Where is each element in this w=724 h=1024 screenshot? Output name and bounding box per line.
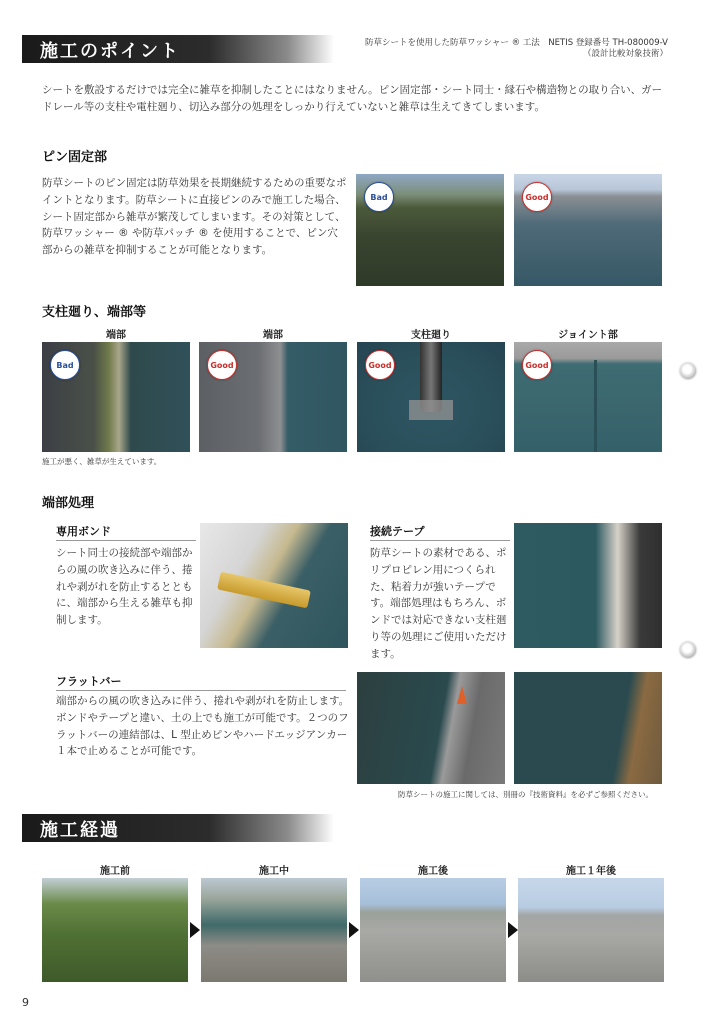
traffic-cone (457, 686, 467, 704)
section-title: 施工のポイント (40, 41, 180, 62)
arrow-right-icon (349, 922, 359, 938)
page-number: 9 (22, 996, 29, 1009)
photo-pillar-good (357, 342, 505, 452)
note-bad-construction: 施工が悪く、雑草が生えています。 (42, 457, 162, 466)
photo-edge-bad (42, 342, 190, 452)
photo-during (201, 878, 347, 982)
badge-good: Good (522, 350, 552, 380)
caption-after: 施工後 (418, 866, 448, 877)
caption-joint: ジョイント部 (558, 330, 618, 341)
pole-tape-patch (409, 400, 453, 420)
section-title: 施工経過 (40, 820, 120, 841)
underline-flatbar (56, 690, 346, 691)
pin-paragraph: 防草シートのピン固定は防草効果を長期継続するための重要なポイントとなります。防草シートに直接ピンのみで施工した場合、シート固定部から雑草が繁茂してしまいます。その対策として、防草ワッシャー ® や防草パッチ ® を使用することで、ピン穴部からの雑草を抑制することが可能となります。 (42, 177, 347, 257)
joint-seam (594, 360, 597, 452)
underline-tape (370, 540, 510, 541)
arrow-right-icon (190, 922, 200, 938)
photo-after (360, 878, 506, 982)
photo-edge-good (199, 342, 347, 452)
section-banner-construction-points (22, 35, 334, 63)
heading-flatbar: フラットバー (56, 675, 122, 688)
arrow-right-icon (508, 922, 518, 938)
tape-paragraph: 防草シートの素材である、ポリプロピレン用につくられた、粘着力が強いテープです。端部処理はもちろん、ボンドでは対応できない支柱廻り等の処理にご使用いただけます。 (370, 547, 507, 660)
intro-paragraph: シートを敷設するだけでは完全に雑草を抑制したことにはなりません。ピン固定部・シート同士・縁石や構造物との取り合い、ガードレール等の支柱や電柱廻り、切込み部分の処理をしっかり行えていないと雑草は生えてきてしまいます。 (42, 84, 663, 113)
badge-bad: Bad (50, 350, 80, 380)
bond-paragraph: シート同士の接続部や端部からの風の吹き込みに伴う、捲れや剥がれを防止するとともに、端部から生える雑草も抑制します。 (56, 547, 193, 627)
photo-joint-good (514, 342, 662, 452)
heading-pillar: 支柱廻り、端部等 (42, 305, 147, 320)
photo-bond (200, 523, 348, 648)
binder-hole (680, 363, 696, 379)
photo-one-year (518, 878, 664, 982)
flatbar-paragraph: 端部からの風の吹き込みに伴う、捲れや剥がれを防止します。ボンドやテープと違い、土の上でも施工が可能です。２つのフラットバーの連結部は、L 型止めピンやハードエッジアンカー１本で止めることが可能です。 (56, 695, 350, 758)
photo-before (42, 878, 188, 982)
caption-edge-2: 端部 (263, 330, 283, 341)
caption-edge-1: 端部 (106, 330, 126, 341)
photo-pin-good (514, 174, 662, 286)
heading-edge: 端部処理 (42, 496, 95, 511)
caption-one-year: 施工１年後 (566, 866, 616, 877)
binder-hole (680, 642, 696, 658)
badge-good: Good (365, 350, 395, 380)
photo-flatbar-2 (514, 672, 662, 784)
netis-note: （設計比較対象技術） (582, 49, 668, 60)
caption-before: 施工前 (100, 866, 130, 877)
badge-good: Good (207, 350, 237, 380)
heading-tape: 接続テープ (370, 525, 425, 538)
footnote-technical-docs: 防草シートの施工に関しては、別冊の『技術資料』を必ずご参照ください。 (398, 790, 653, 799)
photo-tape (514, 523, 662, 648)
section-banner-progress (22, 814, 334, 842)
underline-bond (56, 540, 196, 541)
photo-pin-bad (356, 174, 504, 286)
caption-pillar: 支柱廻り (411, 330, 451, 341)
netis-line: 防草シートを使用した防草ワッシャー ® 工法 NETIS 登録番号 TH-080009-V (364, 38, 668, 48)
header-info (365, 38, 668, 60)
badge-good: Good (522, 182, 552, 212)
badge-bad: Bad (364, 182, 394, 212)
heading-bond: 専用ボンド (56, 525, 111, 538)
bond-tube (217, 572, 311, 609)
heading-pin: ピン固定部 (42, 150, 108, 165)
caption-during: 施工中 (259, 866, 289, 877)
photo-flatbar-1 (357, 672, 505, 784)
